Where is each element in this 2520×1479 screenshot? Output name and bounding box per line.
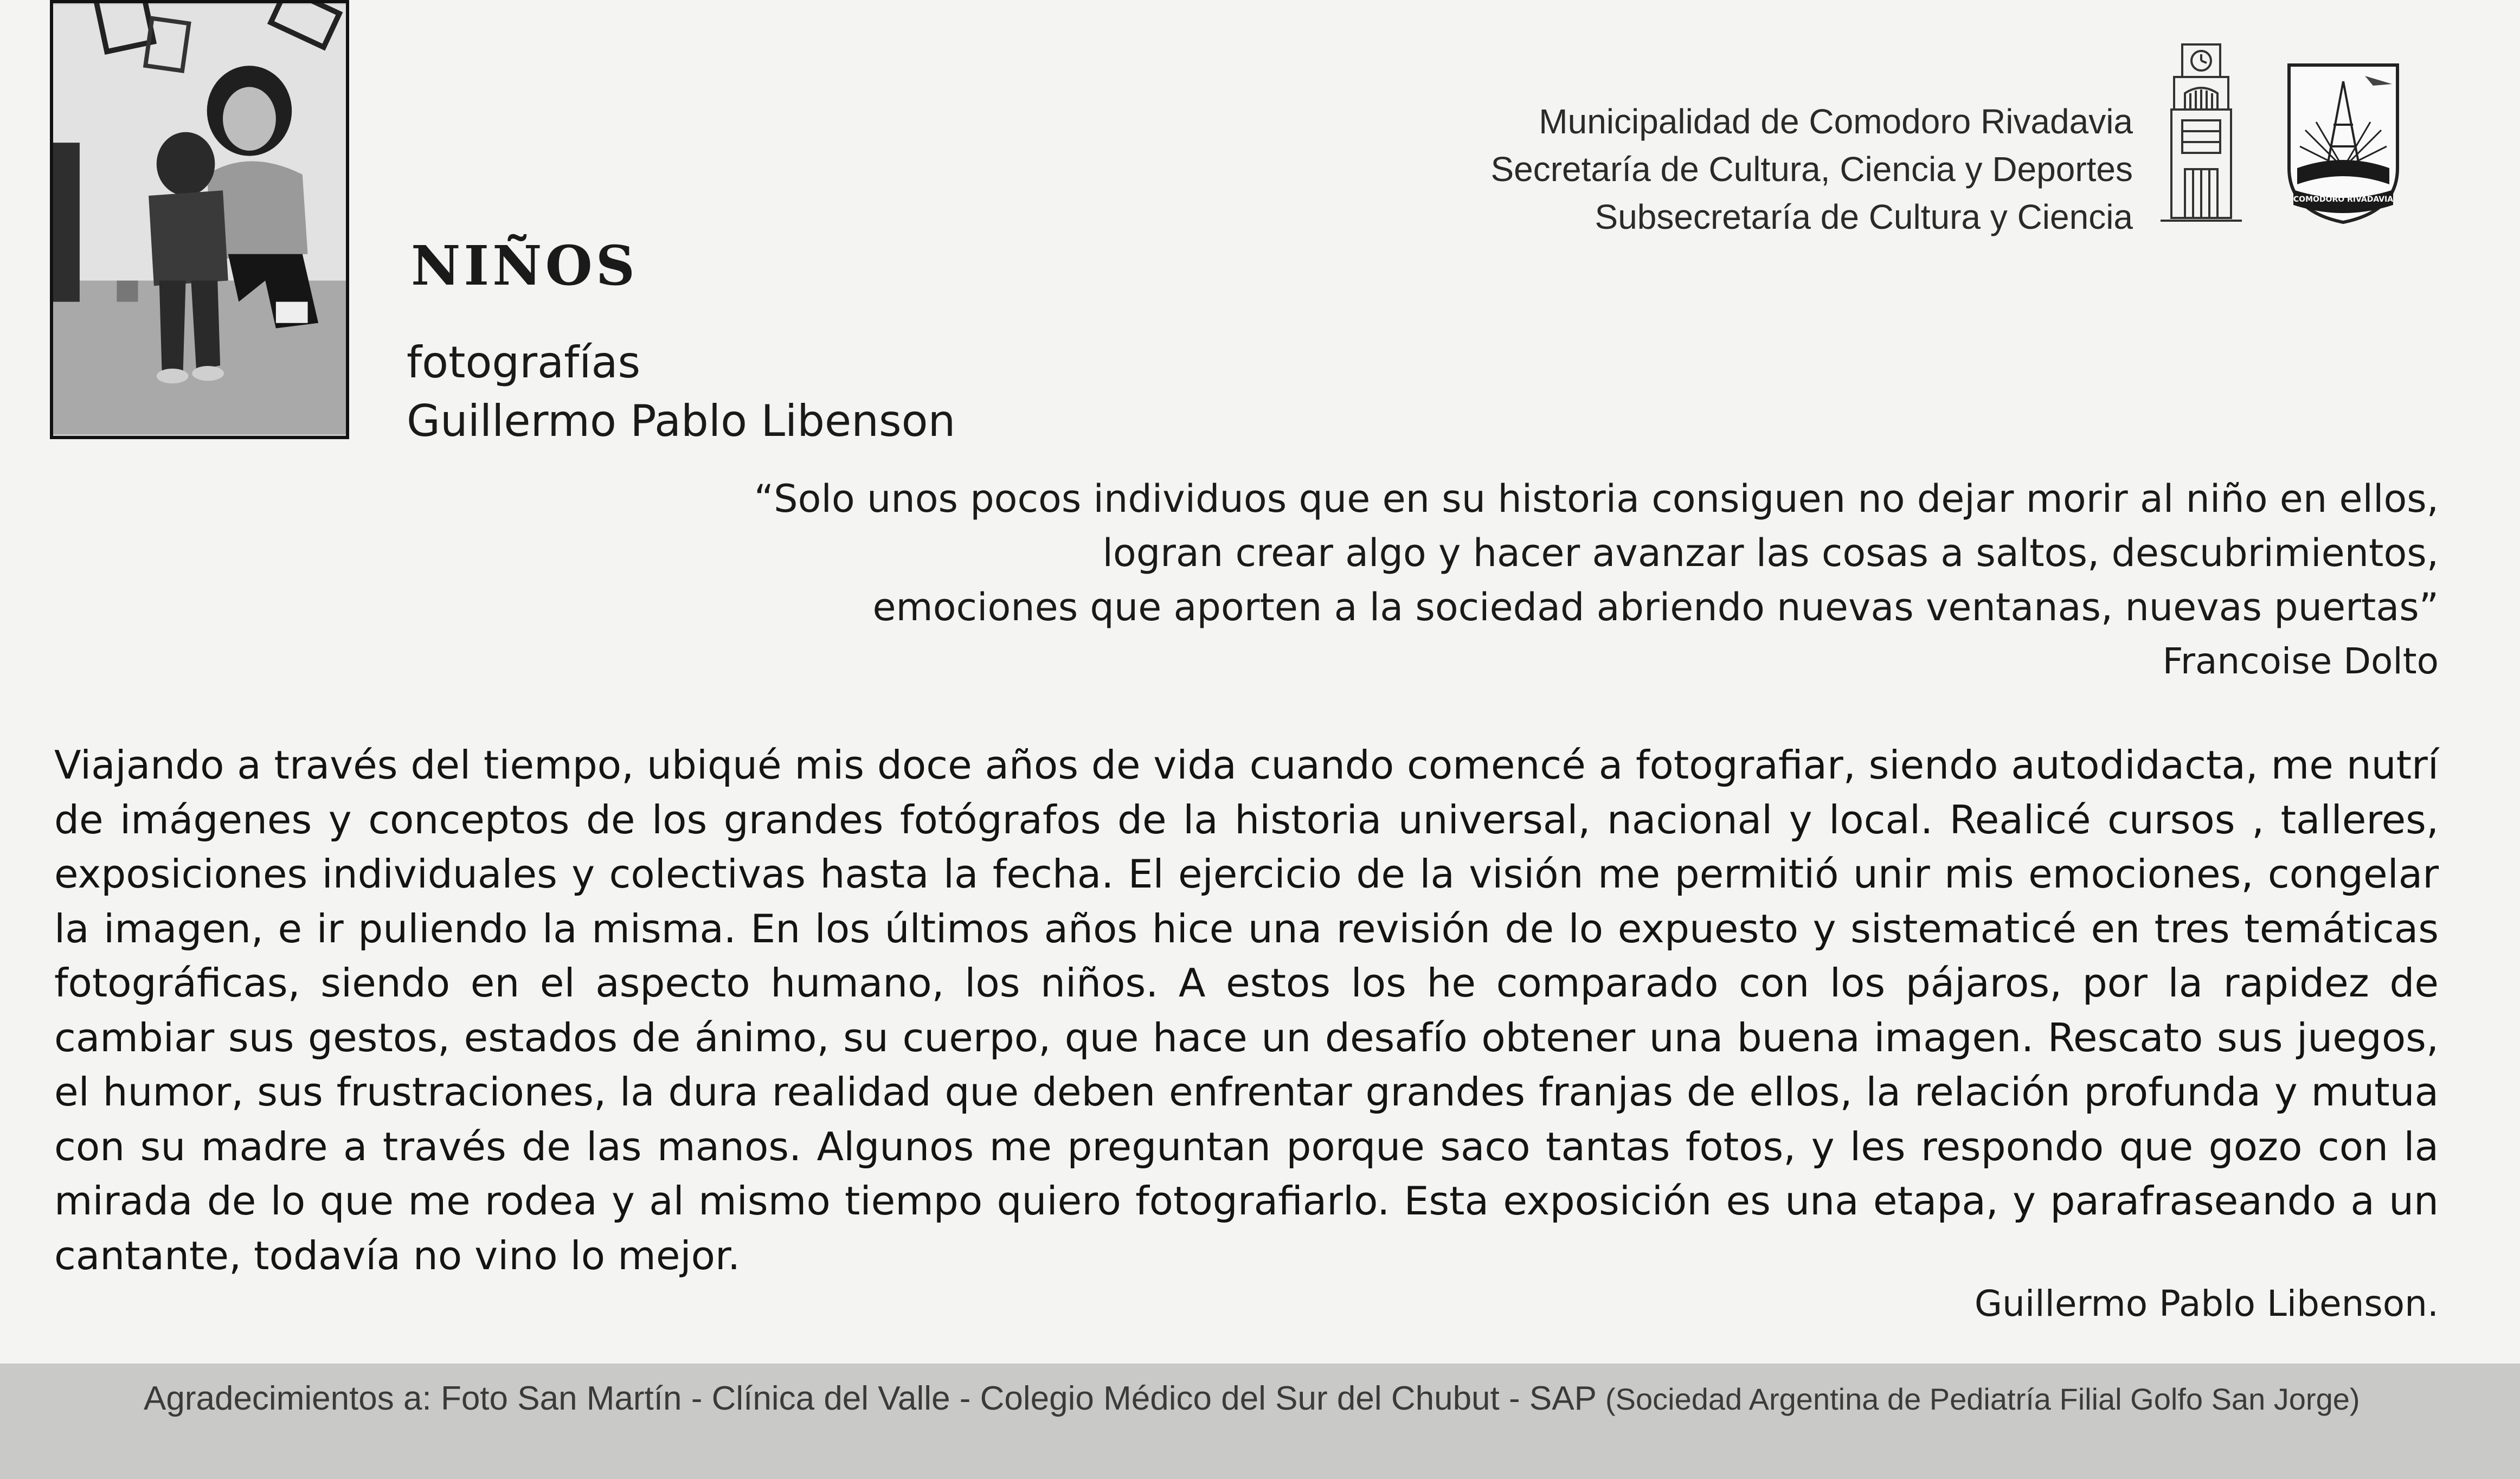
acknowledgements-text [144, 1377, 2360, 1421]
acknowledgements-main: Agradecimientos a: Foto San Martín - Clínica del Valle - Colegio Médico del Sur del Chubut - SAP [144, 1380, 1606, 1417]
statement-signature: Guillermo Pablo Libenson. [1974, 1283, 2439, 1324]
artist-statement: Viajando a través del tiempo, ubiqué mis doce años de vida cuando comencé a fotografiar, siendo autodidacta, me nutrí de imágenes y conceptos de los grandes fotógrafos de la historia universal, nacional y local. Realicé cursos , talleres, exposiciones individuales y colectivas hasta la fecha. El ejercicio de la visión me permitió unir mis emociones, congelar la imagen, e ir puliendo la misma. En los últimos años hice una revisión de lo expuesto y sistematicé en tres temáticas fotográficas, siendo en el aspecto humano, los niños. A estos los he comparado con los pájaros, por la rapidez de cambiar sus gestos, estados de ánimo, su cuerpo, que hace un desafío obtener una buena imagen. Rescato sus juegos, el humor, sus frustraciones, la dura realidad que deben enfrentar grandes franjas de ellos, la relación profunda y mutua con su madre a través de las manos. Algunos me preguntan porque saco tantas fotos, y les respondo que gozo con la mirada de lo que me rodea y al mismo tiempo quiero fotografiarlo. Esta exposición es una etapa, y parafraseando a un cantante, todavía no vino lo mejor. [54, 743, 2439, 1279]
quote-line-1: “Solo unos pocos individuos que en su historia consiguen no dejar morir al niño en ellos, [754, 477, 2439, 521]
quote-author: Francoise Dolto [2162, 640, 2439, 682]
acknowledgements-note: (Sociedad Argentina de Pediatría Filial Golfo San Jorge) [1605, 1382, 2360, 1416]
subtitle-photographer: Guillermo Pablo Libenson [407, 396, 956, 446]
quote-line-3: emociones que aporten a la sociedad abriendo nuevas ventanas, nuevas puertas” [872, 585, 2439, 629]
cover-photograph [50, 0, 349, 439]
institution-block [1490, 98, 2133, 241]
exhibition-title: NIÑOS [411, 234, 638, 298]
institution-subsecretariat: Subsecretaría de Cultura y Ciencia [1595, 197, 2133, 236]
quote-line-2: logran crear algo y hacer avanzar las cosas a saltos, descubrimientos, [1102, 531, 2439, 575]
clock-tower-emblem-icon [2161, 39, 2242, 229]
institution-secretariat: Secretaría de Cultura, Ciencia y Deportes [1490, 150, 2133, 189]
institution-municipality: Municipalidad de Comodoro Rivadavia [1539, 102, 2133, 141]
city-shield-emblem-icon [2284, 60, 2403, 228]
shield-motto: COMODORO RIVADAVIA [2293, 195, 2394, 204]
epigraph-quote [754, 472, 2439, 634]
subtitle-genre: fotografías [407, 337, 641, 388]
exhibition-subtitle [407, 333, 955, 451]
mother-and-child-photo [53, 3, 346, 436]
